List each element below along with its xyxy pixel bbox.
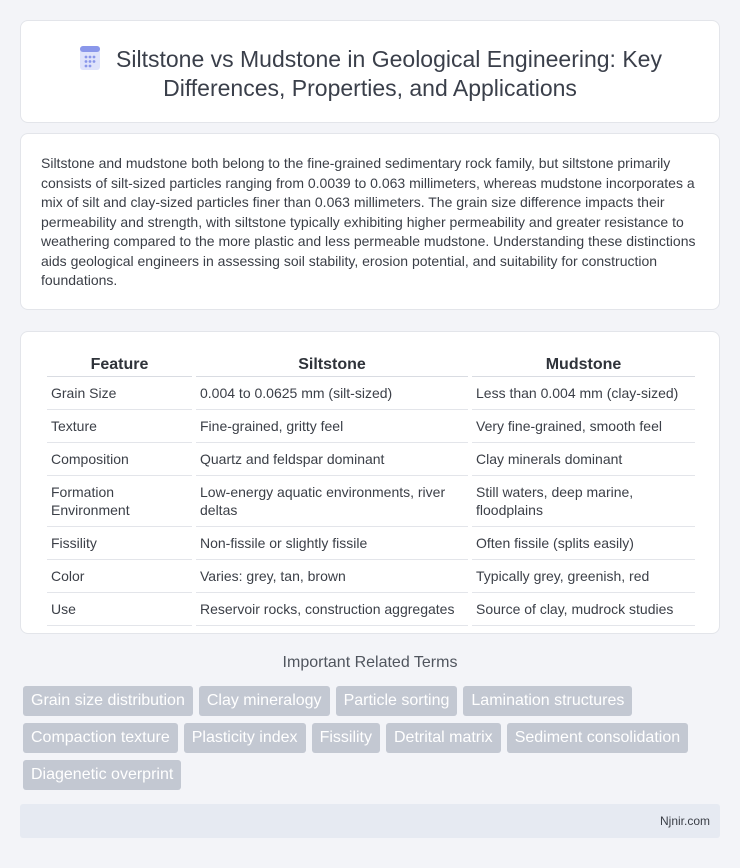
intro-paragraph: Siltstone and mudstone both belong to the fine-grained sedimentary rock family, but siltstone primarily consists of silt-sized particles ranging from 0.0039 to 0.063 millimeters, whereas mudstone incorporates a mix of silt and clay-sized particles finer than 0.063 millimeters. The grain size difference impacts their permeability and strength, with siltstone typically exhibiting higher permeability and greater resistance to weathering compared to the more plastic and less permeable mudstone. Understanding these distinctions aids geological engineers in assessing soil stability, erosion potential, and suitability for construction foundations. [41, 155, 696, 288]
table-cell: Composition [47, 443, 192, 476]
table-cell: Often fissile (splits easily) [472, 527, 695, 560]
table-cell: Varies: grey, tan, brown [196, 560, 468, 593]
table-cell: Color [47, 560, 192, 593]
table-cell: Reservoir rocks, construction aggregates [196, 593, 468, 626]
table-cell: Low-energy aquatic environments, river deltas [196, 476, 468, 527]
table-header-row [47, 350, 695, 377]
tag-particle-sorting[interactable]: Particle sorting [336, 686, 458, 716]
table-row [47, 593, 695, 626]
intro-card [20, 133, 720, 310]
tag-fissility[interactable]: Fissility [312, 723, 380, 753]
table-row [47, 560, 695, 593]
tag-lamination-structures[interactable]: Lamination structures [463, 686, 632, 716]
tag-sediment-consolidation[interactable]: Sediment consolidation [507, 723, 688, 753]
tag-plasticity-index[interactable]: Plasticity index [184, 723, 306, 753]
tag-detrital-matrix[interactable]: Detrital matrix [386, 723, 501, 753]
table-cell: Use [47, 593, 192, 626]
table-cell: Texture [47, 410, 192, 443]
table-cell: Less than 0.004 mm (clay-sized) [472, 377, 695, 410]
table-cell: Fine-grained, gritty feel [196, 410, 468, 443]
table-cell: Source of clay, mudrock studies [472, 593, 695, 626]
table-row [47, 443, 695, 476]
header-mudstone: Mudstone [472, 350, 695, 377]
table-cell: Still waters, deep marine, floodplains [472, 476, 695, 527]
page-title-wrap [51, 45, 689, 103]
table-cell: Non-fissile or slightly fissile [196, 527, 468, 560]
table-row [47, 476, 695, 527]
title-card [20, 20, 720, 123]
document-icon [78, 45, 102, 71]
tag-compaction-texture[interactable]: Compaction texture [23, 723, 178, 753]
related-terms-heading: Important Related Terms [282, 654, 458, 671]
header-siltstone: Siltstone [196, 350, 468, 377]
comparison-table [43, 350, 699, 626]
table-row [47, 377, 695, 410]
table-cell: 0.004 to 0.0625 mm (silt-sized) [196, 377, 468, 410]
table-cell: Grain Size [47, 377, 192, 410]
page-title: Siltstone vs Mudstone in Geological Engineering: Key Differences, Properties, and Applications [116, 46, 662, 101]
header-feature: Feature [47, 350, 192, 377]
table-cell: Very fine-grained, smooth feel [472, 410, 695, 443]
table-row [47, 410, 695, 443]
comparison-table-card [20, 331, 720, 634]
tag-clay-mineralogy[interactable]: Clay mineralogy [199, 686, 330, 716]
table-cell: Formation Environment [47, 476, 192, 527]
table-cell: Fissility [47, 527, 192, 560]
tag-diagenetic-overprint[interactable]: Diagenetic overprint [23, 760, 181, 790]
footer [20, 804, 720, 838]
related-terms-tags [23, 686, 713, 790]
table-cell: Quartz and feldspar dominant [196, 443, 468, 476]
table-row [47, 527, 695, 560]
tag-grain-size-distribution[interactable]: Grain size distribution [23, 686, 193, 716]
footer-site-link[interactable]: Njnir.com [659, 814, 710, 828]
table-cell: Typically grey, greenish, red [472, 560, 695, 593]
table-cell: Clay minerals dominant [472, 443, 695, 476]
